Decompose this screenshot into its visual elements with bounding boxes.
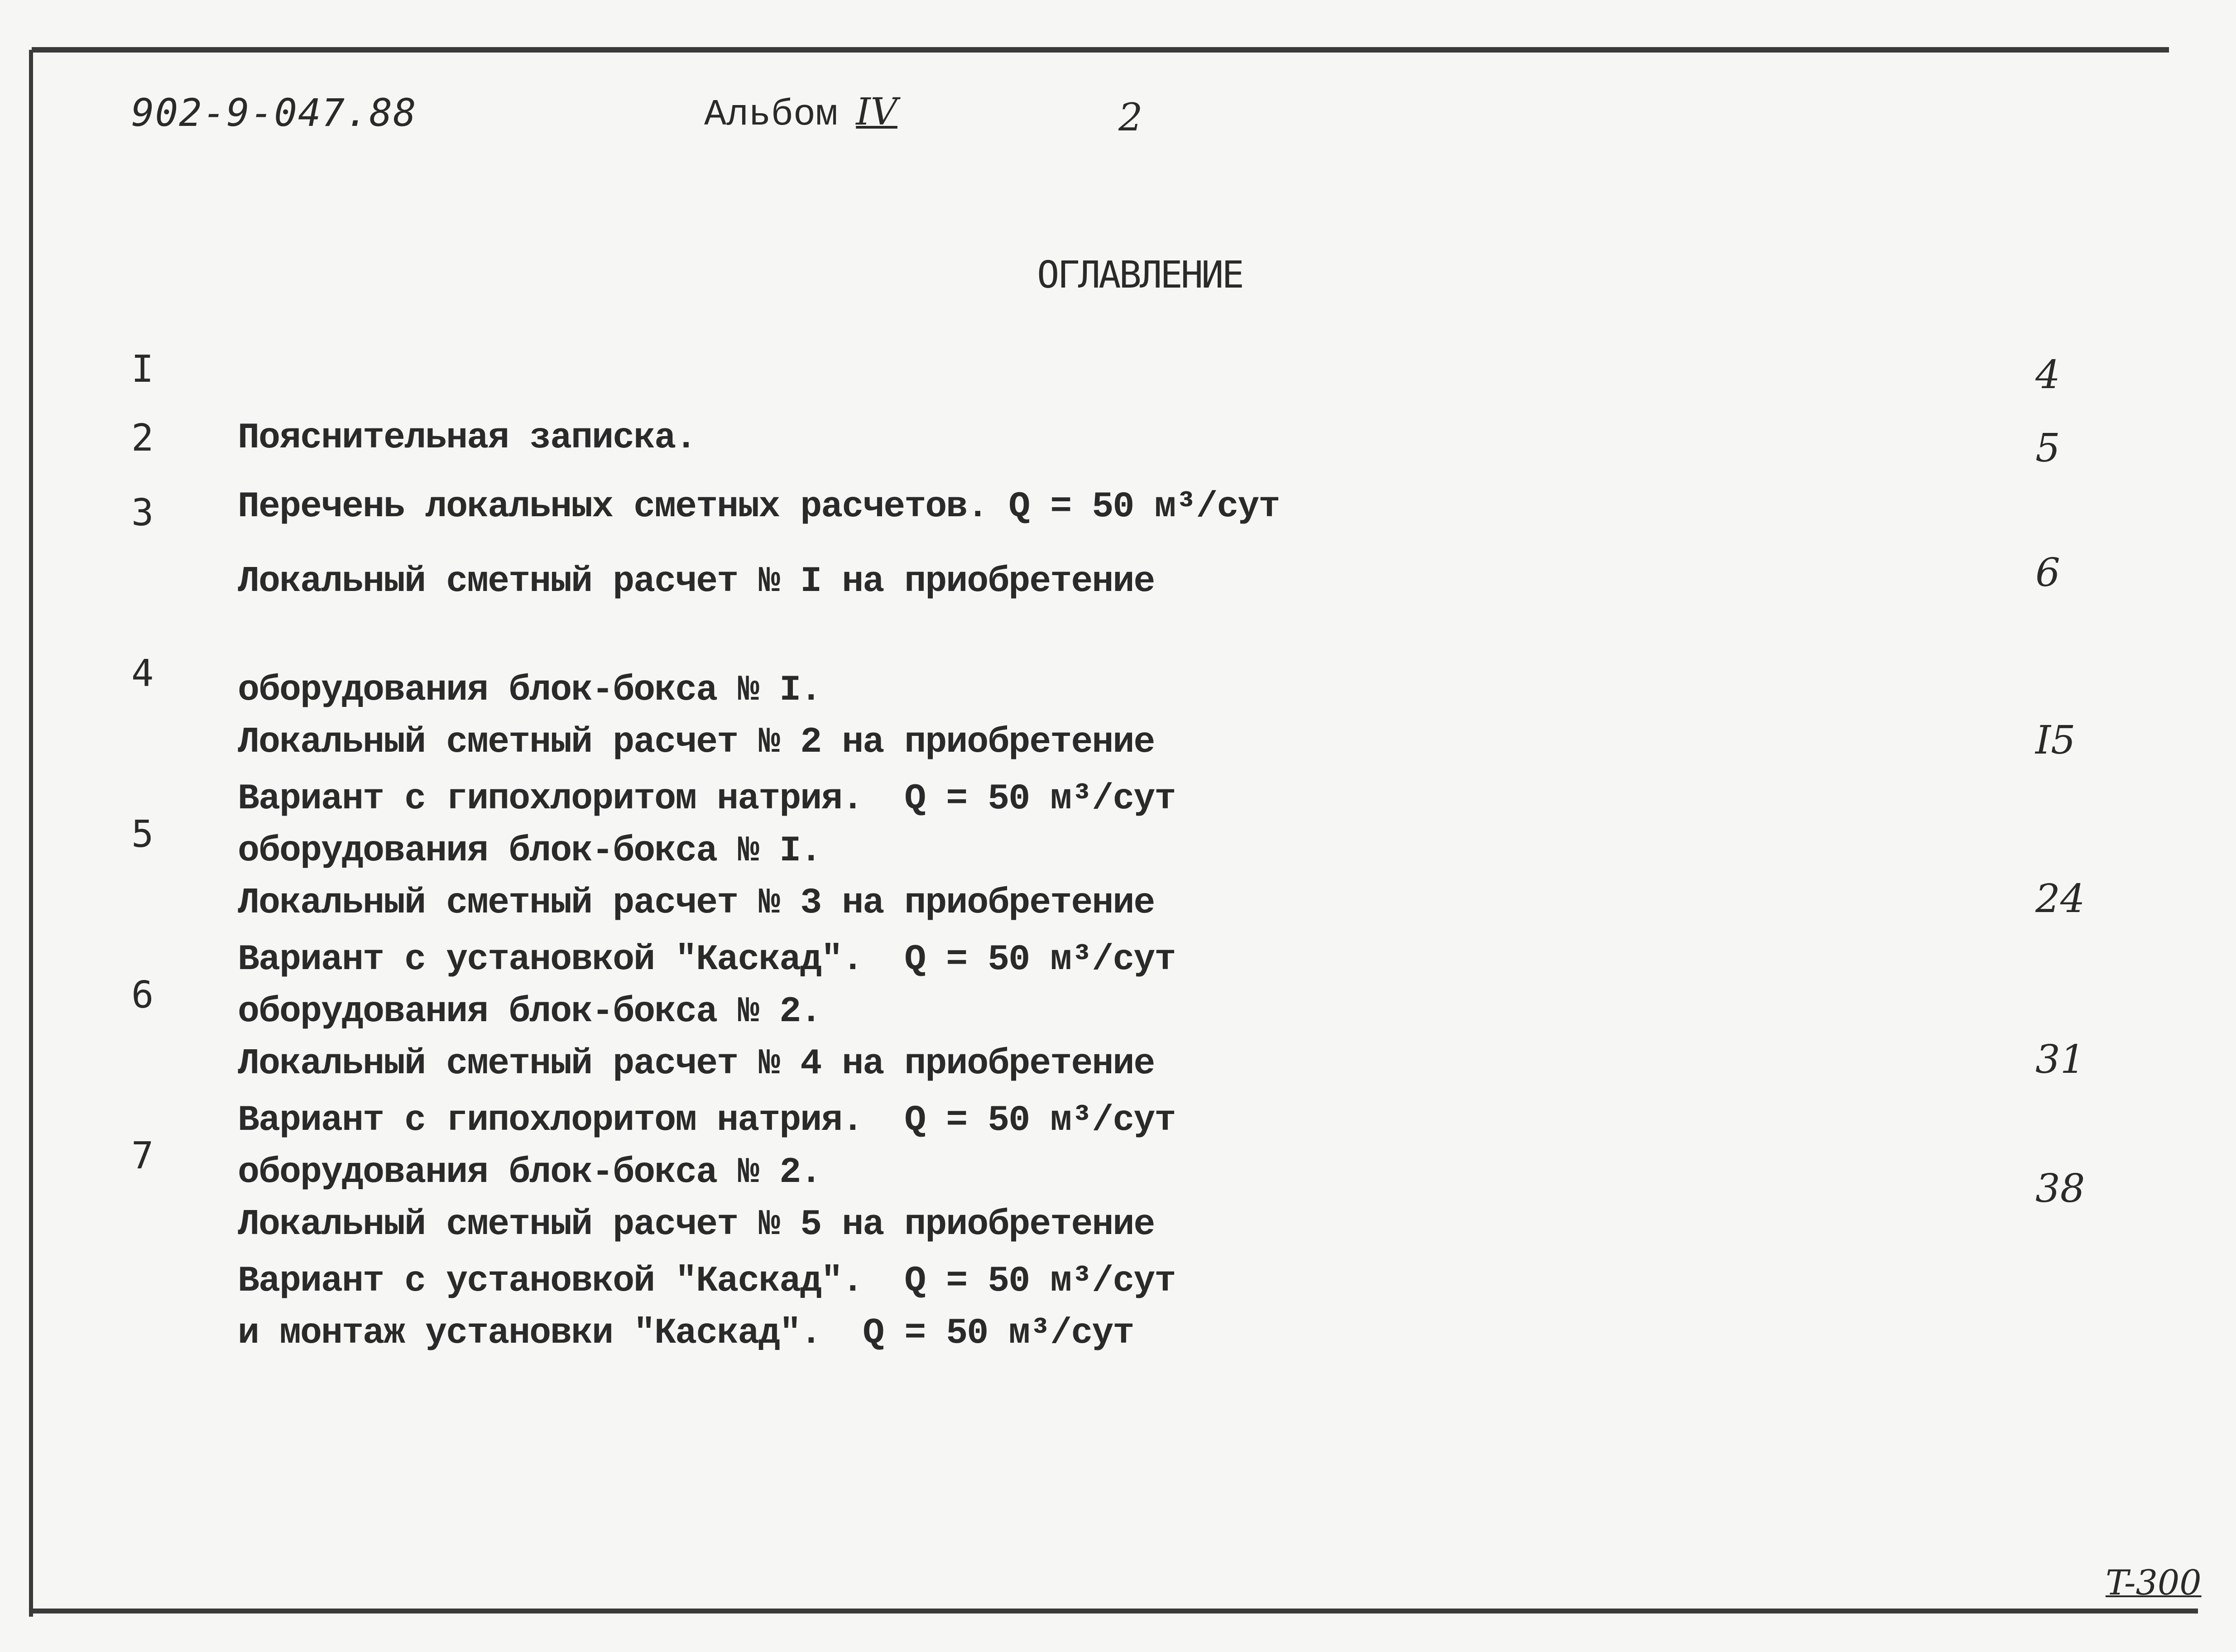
entry-line: Локальный сметный расчет № 5 на приобретение [238, 1204, 1155, 1245]
archive-stamp: T-300 [2106, 1562, 2202, 1603]
frame-bottom-border [29, 1609, 2198, 1614]
entry-line: Вариант с установкой "Каскад". Q = 50 м³/сут [238, 1261, 1176, 1302]
entry-page-number: I5 [2035, 718, 2076, 763]
album-label [704, 91, 897, 136]
entry-number: 3 [131, 491, 154, 534]
document-code: 902-9-047.88 [131, 91, 417, 135]
entry-page-number: 5 [2035, 426, 2060, 471]
album-number: IV [856, 91, 897, 134]
entry-line: Вариант с гипохлоритом натрия. Q = 50 м³/сут [238, 778, 1176, 820]
frame-top-border [32, 47, 2169, 53]
frame-left-border [29, 50, 33, 1617]
entry-page-number: 6 [2035, 550, 2060, 595]
entry-line: оборудования блок-бокса № I. [238, 670, 821, 711]
entry-number: 2 [131, 417, 154, 460]
entry-number: 7 [131, 1134, 154, 1177]
sheet-number: 2 [1118, 95, 1143, 139]
entry-line: оборудования блок-бокса № 2. [238, 991, 821, 1032]
entry-line: Вариант с установкой "Каскад". Q = 50 м³/сут [238, 939, 1176, 980]
entry-page-number: 38 [2035, 1166, 2085, 1211]
entry-line: оборудования блок-бокса № 2. [238, 1152, 821, 1193]
entry-text [238, 1134, 1154, 1424]
entry-line: Локальный сметный расчет № 4 на приобретение [238, 1043, 1155, 1085]
entry-page-number: 24 [2035, 876, 2085, 922]
entry-line: Вариант с гипохлоритом натрия. Q = 50 м³/сут [238, 1100, 1176, 1141]
entry-number: I [131, 348, 154, 391]
entry-page-number: 4 [2035, 352, 2060, 398]
entry-line: оборудования блок-бокса № I. [238, 831, 821, 872]
entry-line: Локальный сметный расчет № 2 на приобретение [238, 722, 1155, 763]
entry-line: Локальный сметный расчет № I на приобретение [238, 561, 1155, 602]
entry-number: 5 [131, 813, 154, 856]
entry-line: Локальный сметный расчет № 3 на приобретение [238, 883, 1155, 924]
entry-line: Пояснительная записка. [238, 418, 696, 459]
toc-title: ОГЛАВЛЕНИЕ [1037, 254, 1243, 297]
entry-line: Перечень локальных сметных расчетов. Q = 50 м³/сут [238, 486, 1280, 528]
entry-page-number: 31 [2035, 1037, 2085, 1082]
entry-line: и монтаж установки "Каскад". Q = 50 м³/сут [238, 1313, 1134, 1354]
entry-number: 4 [131, 652, 154, 695]
album-word: Альбом [704, 94, 838, 136]
entry-number: 6 [131, 974, 154, 1017]
